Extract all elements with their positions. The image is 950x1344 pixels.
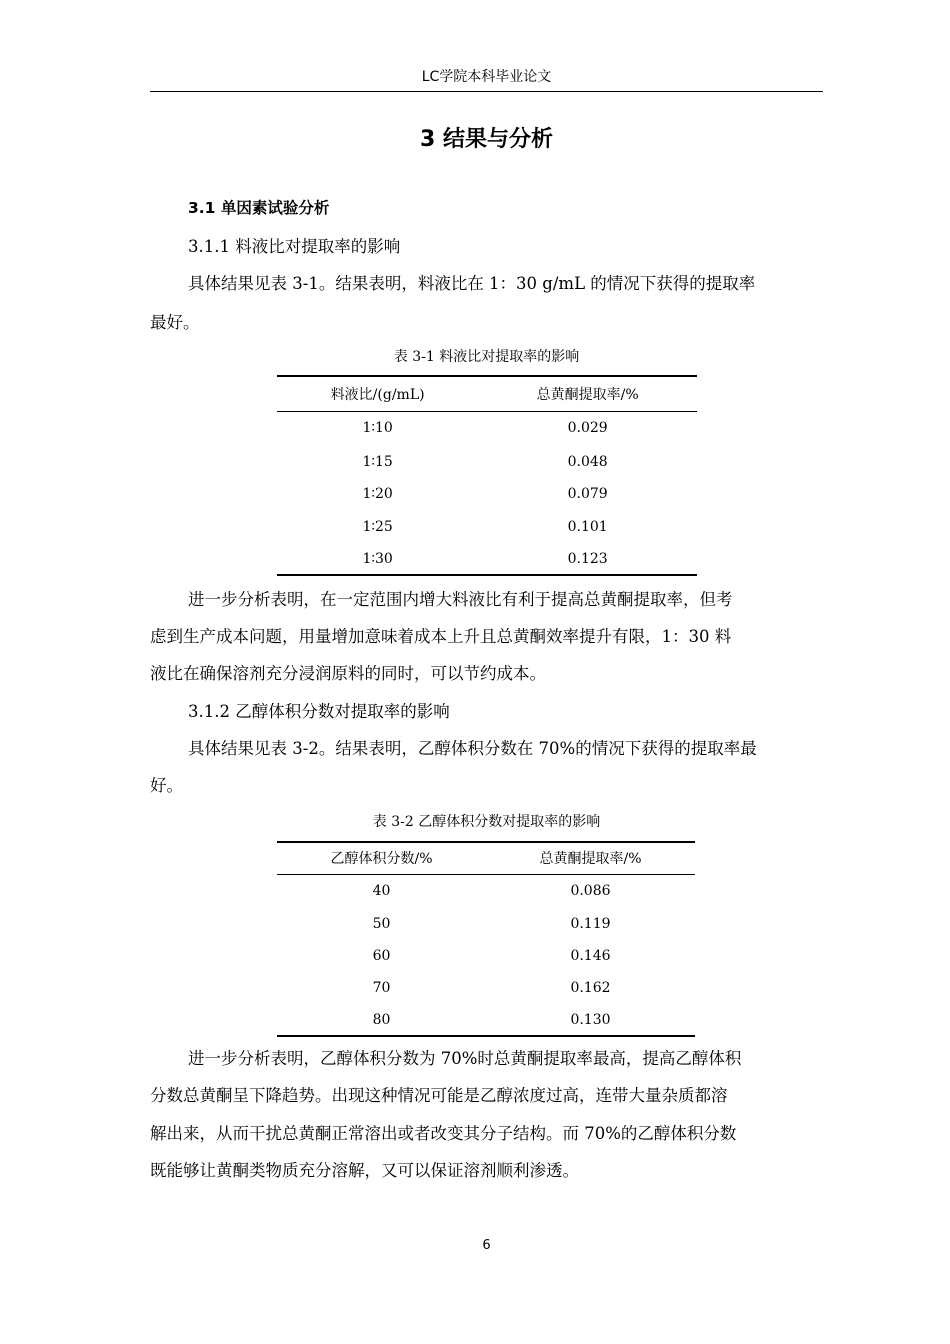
table-cell: 70 <box>372 980 391 996</box>
table-cell: 1∶30 <box>362 550 393 567</box>
table-caption-3-1: 表 3-1 料液比对提取率的影响 <box>393 349 580 365</box>
table-cell: 0.162 <box>570 980 611 996</box>
section-heading-3-1: 3.1 单因素试验分析 <box>188 199 330 217</box>
table-cell: 0.048 <box>567 453 608 470</box>
table-3-2 <box>277 841 695 1037</box>
table-cell: 0.123 <box>567 550 608 567</box>
table-cell: 0.079 <box>567 486 608 502</box>
table-cell: 1∶25 <box>362 518 393 535</box>
paragraph-line: 具体结果见表 3-1。结果表明，料液比在 1：30 g/mL 的情况下获得的提取率 <box>188 274 756 293</box>
table-row <box>277 908 695 939</box>
table-cell: 0.101 <box>567 518 608 535</box>
table-cell: 60 <box>372 947 391 964</box>
table-caption-3-2: 表 3-2 乙醇体积分数对提取率的影响 <box>372 814 601 830</box>
paragraph-line: 既能够让黄酮类物质充分溶解，又可以保证溶剂顺利渗透。 <box>150 1161 579 1180</box>
table-cell: 1∶15 <box>362 453 393 470</box>
table-cell: 0.130 <box>570 1011 611 1028</box>
paragraph-line: 解出来，从而干扰总黄酮正常溶出或者改变其分子结构。而 70%的乙醇体积分数 <box>150 1124 737 1143</box>
table-row <box>277 1004 695 1036</box>
table-header-cell: 料液比/(g/mL) <box>330 386 425 403</box>
table-header-cell: 乙醇体积分数/% <box>330 851 433 868</box>
table-row <box>277 939 695 972</box>
paragraph-line: 具体结果见表 3-2。结果表明，乙醇体积分数在 70%的情况下获得的提取率最 <box>188 739 757 758</box>
paragraph-line: 分数总黄酮呈下降趋势。出现这种情况可能是乙醇浓度过高，连带大量杂质都溶 <box>150 1086 728 1105</box>
table-cell: 40 <box>372 883 391 900</box>
page-number: 6 <box>482 1238 491 1253</box>
paragraph-line: 虑到生产成本问题，用量增加意味着成本上升且总黄酮效率提升有限，1：30 料 <box>150 627 732 646</box>
paragraph-line: 好。 <box>150 776 183 795</box>
table-row <box>277 411 697 445</box>
table-header-cell: 总黄酮提取率/% <box>539 851 642 868</box>
table-cell: 0.146 <box>570 947 611 964</box>
subsection-heading-3-1-1: 3.1.1 料液比对提取率的影响 <box>188 237 401 256</box>
table-row <box>277 972 695 1004</box>
paragraph-line: 最好。 <box>150 313 200 332</box>
table-cell: 80 <box>372 1011 391 1028</box>
table-3-1 <box>277 375 697 576</box>
table-row <box>277 445 697 478</box>
table-cell: 1∶10 <box>362 420 393 437</box>
paragraph-line: 液比在确保溶剂充分浸润原料的同时，可以节约成本。 <box>150 664 546 683</box>
paragraph-line: 进一步分析表明，乙醇体积分数为 70%时总黄酮提取率最高，提高乙醇体积 <box>188 1049 742 1068</box>
subsection-heading-3-1-2: 3.1.2 乙醇体积分数对提取率的影响 <box>188 702 450 721</box>
table-cell: 50 <box>372 915 391 932</box>
chapter-title: 3 结果与分析 <box>420 127 553 152</box>
paragraph-line: 进一步分析表明，在一定范围内增大料液比有利于提高总黄酮提取率，但考 <box>188 590 733 609</box>
table-cell: 0.119 <box>570 915 611 932</box>
table-cell: 0.086 <box>570 883 611 900</box>
header-rule <box>150 91 823 92</box>
table-row <box>277 543 697 575</box>
table-cell: 0.029 <box>567 420 608 437</box>
table-row <box>277 510 697 543</box>
table-cell: 1∶20 <box>362 486 393 502</box>
table-row <box>277 478 697 510</box>
running-head: LC学院本科毕业论文 <box>421 69 552 85</box>
table-header-cell: 总黄酮提取率/% <box>536 386 639 403</box>
table-row <box>277 874 695 908</box>
